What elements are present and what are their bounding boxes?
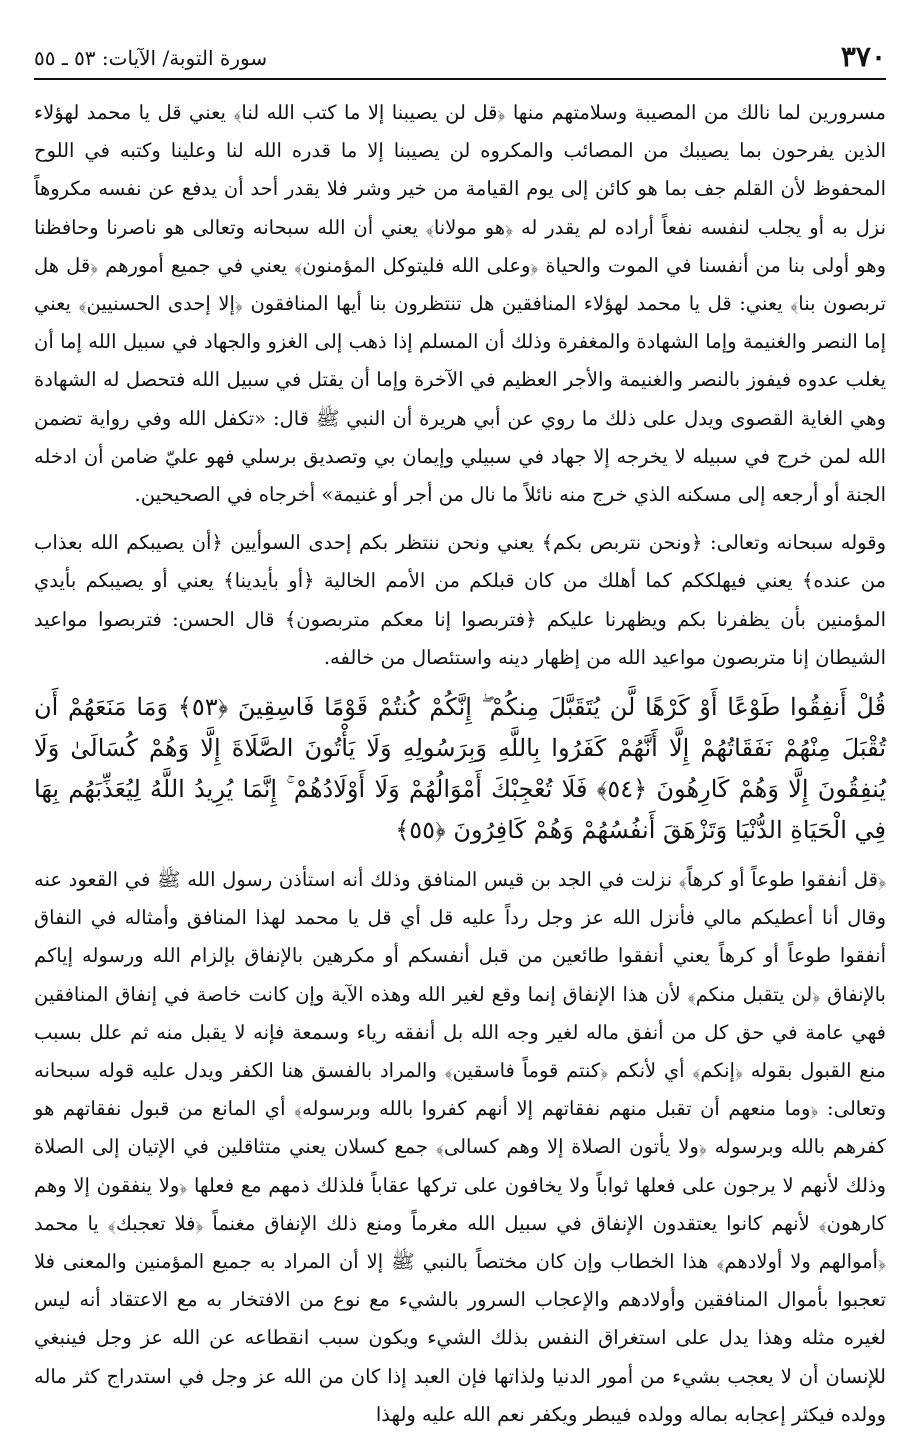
quran-verses: قُلْ أَنفِقُوا طَوْعًا أَوْ كَرْهًا لَّن يُتَقَبَّلَ مِنكُمْ ۖ إِنَّكُمْ كُنتُمْ قَوْمًا فَاسِقِينَ ﴿٥٣﴾ وَمَا مَنَعَهُمْ أَن تُقْبَلَ مِنْهُمْ نَفَقَاتُهُمْ إِلَّا أَنَّهُمْ كَفَرُوا بِاللَّهِ وَبِرَسُولِهِ وَلَا يَأْتُونَ الصَّلَاةَ إِلَّا وَهُمْ كُسَالَىٰ وَلَا يُنفِقُونَ إِلَّا وَهُمْ كَارِهُونَ ﴿٥٤﴾ فَلَا تُعْجِبْكَ أَمْوَالُهُمْ وَلَا أَوْلَادُهُمْ ۚ إِنَّمَا يُرِيدُ اللَّهُ لِيُعَذِّبَهُم بِهَا فِي الْحَيَاةِ الدُّنْيَا وَتَزْهَقَ أَنفُسُهُمْ وَهُمْ كَافِرُونَ ﴿٥٥﴾ [34,693,887,845]
book-page [34,40,887,1426]
commentary-paragraph-2: وقوله سبحانه وتعالى: ﴿ونحن نتربص بكم﴾ يعني ونحن ننتظر بكم إحدى السوأيين ﴿أن يصيبكم الله بعذاب من عنده﴾ يعني فيهلككم كما أهلك من كان قبلكم من الأمم الخالية ﴿أو بأيدينا﴾ يعني أو يصيبكم بأيدي المؤمنين بأن يظفرنا بكم ويظهرنا عليكم ﴿فتربصوا إنا معكم متربصون﴾ قال الحسن: فتربصوا مواعيد الشيطان إنا متربصون مواعيد الله من إظهار دينه واستئصال من خالفه. [34,531,886,669]
page-header [34,40,886,80]
page-number: ٣٧٠ [840,40,886,73]
running-title: سورة التوبة/ الآيات: ٥٣ ـ ٥٥ [34,46,268,70]
commentary-paragraph-3: ﴿قل أنفقوا طوعاً أو كرهاً﴾ نزلت في الجد بن قيس المنافق وذلك أنه استأذن رسول الله ﷺ في القعود عنه وقال أنا أعطيكم مالي فأنزل الله عز وجل رداً عليه قل أي قل يا محمد لهذا المنافق وأمثاله في النفاق أنفقوا طوعاً أو كرهاً يعني أنفقوا طائعين من قبل أنفسكم أو مكرهين بالإنفاق بإلزام الله ورسوله إياكم بالإنفاق ﴿لن يتقبل منكم﴾ لأن هذا الإنفاق إنما وقع لغير الله وهذه الآية وإن كانت خاصة في إنفاق المنافقين فهي عامة في حق كل من أنفق ماله لغير وجه الله بل أنفقه رياء وسمعة فإنه لا يقبل منه ثم علل بسبب منع القبول بقوله ﴿إنكم﴾ أي لأنكم ﴿كنتم قوماً فاسقين﴾ والمراد بالفسق هنا الكفر ويدل عليه قوله سبحانه وتعالى: ﴿وما منعهم أن تقبل منهم نفقاتهم إلا أنهم كفروا بالله وبرسوله﴾ أي المانع من قبول نفقاتهم هو كفرهم بالله وبرسوله ﴿ولا يأتون الصلاة إلا وهم كسالى﴾ جمع كسلان يعني متثاقلين في الإتيان إلى الصلاة وذلك لأنهم لا يرجون على فعلها ثواباً ولا يخافون على تركها عقاباً فلذلك ذمهم مع فعلها ﴿ولا ينفقون إلا وهم كارهون﴾ لأنهم كانوا يعتقدون الإنفاق في سبيل الله مغرماً ومنع ذلك الإنفاق مغنماً ﴿فلا تعجبك﴾ يا محمد ﴿أموالهم ولا أولادهم﴾ هذا الخطاب وإن كان مختصاً بالنبي ﷺ إلا أن المراد به جميع المؤمنين والمعنى فلا تعجبوا بأموال المنافقين وأولادهم والإعجاب السرور بالشيء مع نوع من الافتخار به مع الاعتقاد أنه ليس لغيره مثله وهذا يدل على استغراق النفس بذلك الشيء ويكون سبب انقطاعه عن الله عز وجل فينبغي للإنسان أن لا يعجب بشيء من أمور الدنيا ولذاتها فإن العبد إذا كان من الله عز وجل في استدراج كثر ماله وولده فيكثر إعجابه بماله وولده فيبطر ويكفر نعم الله عليه ولهذا [34,868,887,1426]
commentary-paragraph-1: مسرورين لما نالك من المصيبة وسلامتهم منها ﴿قل لن يصيبنا إلا ما كتب الله لنا﴾ يعني قل يا محمد لهؤلاء الذين يفرحون بما يصيبك من المصائب والمكروه لن يصيبنا إلا ما قدره الله لنا وعلينا وكتبه في اللوح المحفوظ لأن القلم جف بما هو كائن إلى يوم القيامة من خير وشر فلا يقدر أحد أن يدفع عن نفسه مكروهاً نزل به أو يجلب لنفسه نفعاً أراده لم يقدر له ﴿هو مولانا﴾ يعني أن الله سبحانه وتعالى هو ناصرنا وحافظنا وهو أولى بنا من أنفسنا في الموت والحياة ﴿وعلى الله فليتوكل المؤمنون﴾ يعني في جميع أمورهم ﴿قل هل تربصون بنا﴾ يعني: قل يا محمد لهؤلاء المنافقين هل تنتظرون بنا أيها المنافقون ﴿إلا إحدى الحسنيين﴾ يعني إما النصر والغنيمة وإما الشهادة والمغفرة وذلك أن المسلم إذا ذهب إلى الغزو والجهاد في سبيل الله إما أن يغلب عدوه فيفوز بالنصر والغنيمة والأجر العظيم في الآخرة وإما أن يقتل في سبيل الله فتحصل له الشهادة وهي الغاية القصوى ويدل على ذلك ما روي عن أبي هريرة أن النبي ﷺ قال: «تكفل الله وفي رواية تضمن الله لمن خرج في سبيله لا يخرجه إلا جهاد في سبيلي وإيمان بي وتصديق برسلي فهو عليّ ضامن أن ادخله الجنة أو أرجعه إلى مسكنه الذي خرج منه نائلاً ما نال من أجر أو غنيمة» أخرجاه في الصحيحين. [34,101,886,507]
